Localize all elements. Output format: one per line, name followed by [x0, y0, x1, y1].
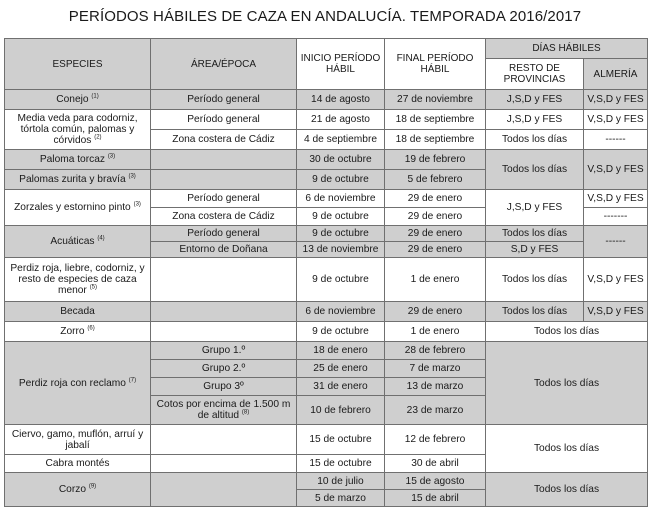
- start-cell: 30 de octubre: [297, 150, 385, 170]
- almeria-cell: ------: [584, 130, 648, 150]
- start-cell: 4 de septiembre: [297, 130, 385, 150]
- species-cell: Paloma torcaz $^{(3)}$: [5, 150, 151, 170]
- area-cell: Zona costera de Cádiz: [151, 130, 297, 150]
- table-row: [5, 258, 648, 302]
- area-cell: [151, 322, 297, 342]
- header-especies: ESPECIES: [5, 39, 151, 90]
- end-cell: 15 de abril: [385, 490, 486, 507]
- end-cell: 5 de febrero: [385, 170, 486, 190]
- end-cell: 28 de febrero: [385, 342, 486, 360]
- table-row: [5, 473, 648, 490]
- start-cell: 25 de enero: [297, 360, 385, 378]
- area-cell: [151, 170, 297, 190]
- start-cell: 15 de octubre: [297, 455, 385, 473]
- header-dias: DÍAS HÁBILES: [486, 39, 648, 59]
- end-cell: 18 de septiembre: [385, 130, 486, 150]
- start-cell: 6 de noviembre: [297, 190, 385, 208]
- species-cell: Corzo $^{(9)}$: [5, 473, 151, 507]
- end-cell: 7 de marzo: [385, 360, 486, 378]
- days-cell: Todos los días: [486, 258, 584, 302]
- area-cell: [151, 302, 297, 322]
- end-cell: 29 de enero: [385, 242, 486, 258]
- area-cell: [151, 455, 297, 473]
- species-cell: Palomas zurita y bravía $^{(3)}$: [5, 170, 151, 190]
- end-cell: 1 de enero: [385, 258, 486, 302]
- end-cell: 29 de enero: [385, 226, 486, 242]
- start-cell: 14 de agosto: [297, 90, 385, 110]
- area-cell: [151, 425, 297, 455]
- area-cell: Zona costera de Cádiz: [151, 208, 297, 226]
- species-cell: Becada: [5, 302, 151, 322]
- days-cell: S,D y FES: [486, 242, 584, 258]
- end-cell: 1 de enero: [385, 322, 486, 342]
- start-cell: 13 de noviembre: [297, 242, 385, 258]
- start-cell: 9 de octubre: [297, 322, 385, 342]
- header-row: [5, 39, 648, 59]
- almeria-cell: V,S,D y FES: [584, 110, 648, 130]
- almeria-cell: -------: [584, 208, 648, 226]
- table-row: [5, 322, 648, 342]
- start-cell: 15 de octubre: [297, 425, 385, 455]
- group-cell: Grupo 2.º: [151, 360, 297, 378]
- header-area: ÁREA/ÉPOCA: [151, 39, 297, 90]
- header-almeria: ALMERÍA: [584, 59, 648, 90]
- end-cell: 18 de septiembre: [385, 110, 486, 130]
- almeria-cell: V,S,D y FES: [584, 90, 648, 110]
- table-row: [5, 190, 648, 208]
- almeria-cell: V,S,D y FES: [584, 258, 648, 302]
- species-cell: Acuáticas $^{(4)}$: [5, 226, 151, 258]
- almeria-cell: V,S,D y FES: [584, 302, 648, 322]
- days-cell: Todos los días: [486, 322, 648, 342]
- area-cell: Período general: [151, 110, 297, 130]
- group-cell: Cotos por encima de 1.500 m de altitud $^{(8)}$: [151, 396, 297, 425]
- end-cell: 12 de febrero: [385, 425, 486, 455]
- area-cell: Período general: [151, 226, 297, 242]
- end-cell: 13 de marzo: [385, 378, 486, 396]
- species-cell: Ciervo, gamo, muflón, arruí y jabalí: [5, 425, 151, 455]
- start-cell: 10 de febrero: [297, 396, 385, 425]
- header-final: FINAL PERÍODO HÁBIL: [385, 39, 486, 90]
- table-row: [5, 110, 648, 130]
- days-cell: Todos los días: [486, 226, 584, 242]
- days-cell: J,S,D y FES: [486, 190, 584, 226]
- species-cell: Conejo $^{(1)}$: [5, 90, 151, 110]
- start-cell: 6 de noviembre: [297, 302, 385, 322]
- days-cell: J,S,D y FES: [486, 110, 584, 130]
- start-cell: 9 de octubre: [297, 170, 385, 190]
- end-cell: 30 de abril: [385, 455, 486, 473]
- days-cell: Todos los días: [486, 150, 584, 190]
- end-cell: 29 de enero: [385, 302, 486, 322]
- table-row: [5, 150, 648, 170]
- almeria-cell: ------: [584, 226, 648, 258]
- page-title: PERÍODOS HÁBILES DE CAZA EN ANDALUCÍA. TEMPORADA 2016/2017: [68, 8, 582, 25]
- days-cell: Todos los días: [486, 130, 584, 150]
- end-cell: 27 de noviembre: [385, 90, 486, 110]
- almeria-cell: V,S,D y FES: [584, 190, 648, 208]
- species-cell: Perdiz roja, liebre, codorniz, y resto de especies de caza menor $^{(5)}$: [5, 258, 151, 302]
- days-cell: Todos los días: [486, 302, 584, 322]
- species-cell: Zorro $^{(6)}$: [5, 322, 151, 342]
- area-cell: Período general: [151, 90, 297, 110]
- start-cell: 9 de octubre: [297, 208, 385, 226]
- species-cell: Zorzales y estornino pinto $^{(3)}$: [5, 190, 151, 226]
- end-cell: 15 de agosto: [385, 473, 486, 490]
- table-row: [5, 302, 648, 322]
- table-row: [5, 342, 648, 360]
- hunting-periods-table: [4, 38, 648, 507]
- end-cell: 29 de enero: [385, 190, 486, 208]
- days-cell: Todos los días: [486, 342, 648, 425]
- end-cell: 23 de marzo: [385, 396, 486, 425]
- table-row: [5, 90, 648, 110]
- end-cell: 29 de enero: [385, 208, 486, 226]
- almeria-cell: V,S,D y FES: [584, 150, 648, 190]
- end-cell: 19 de febrero: [385, 150, 486, 170]
- days-cell: J,S,D y FES: [486, 90, 584, 110]
- days-cell: Todos los días: [486, 425, 648, 473]
- area-cell: Período general: [151, 190, 297, 208]
- start-cell: 10 de julio: [297, 473, 385, 490]
- area-cell: [151, 473, 297, 507]
- start-cell: 31 de enero: [297, 378, 385, 396]
- group-cell: Grupo 1.º: [151, 342, 297, 360]
- table-row: [5, 226, 648, 242]
- start-cell: 9 de octubre: [297, 226, 385, 242]
- header-resto: RESTO DE PROVINCIAS: [486, 59, 584, 90]
- days-cell: Todos los días: [486, 473, 648, 507]
- area-cell: [151, 258, 297, 302]
- start-cell: 18 de enero: [297, 342, 385, 360]
- area-cell: Entorno de Doñana: [151, 242, 297, 258]
- start-cell: 21 de agosto: [297, 110, 385, 130]
- area-cell: [151, 150, 297, 170]
- species-cell: Perdiz roja con reclamo $^{(7)}$: [5, 342, 151, 425]
- table-row: [5, 425, 648, 455]
- species-cell: Media veda para codorniz, tórtola común, palomas y córvidos $^{(2)}$: [5, 110, 151, 150]
- header-inicio: INICIO PERÍODO HÁBIL: [297, 39, 385, 90]
- start-cell: 5 de marzo: [297, 490, 385, 507]
- start-cell: 9 de octubre: [297, 258, 385, 302]
- species-cell: Cabra montés: [5, 455, 151, 473]
- group-cell: Grupo 3º: [151, 378, 297, 396]
